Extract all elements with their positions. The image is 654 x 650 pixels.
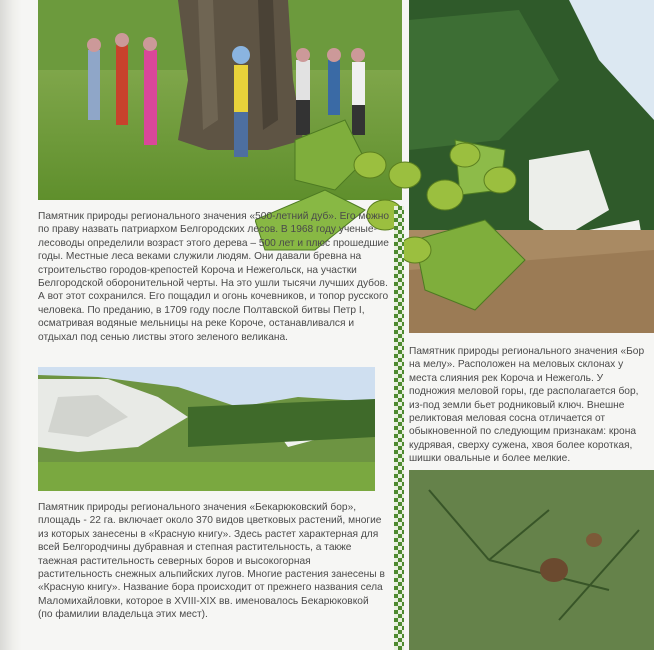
bekaryukovsky-caption-text: Памятник природы регионального значения «Бекарюковский бор», площадь - 22 га. включает около 370 видов цветковых растений, многие из которых занесены в «Красную книгу». Здесь растет характерная для всей Белгородчины дубравная и степная растительность, а также таежная растительность северных боров и высокогорная растительность снежных альпийских лугов. Многие растения занесены в «Красную книгу». Название бора происходит от прежнего названия села Маломихайловки, которое в XVIII-XIX вв. именовалось Бекарюковкой (по фамилии владельца этих мест). (38, 502, 385, 621)
chalk-pine-caption-text: Памятник природы регионального значения «Бор на мелу». Расположен на меловых склонах у места слияния рек Короча и Нежеголь. У подножия меловой горы, где располагается бор, из-под земли бьет родниковый ключ. Внешне реликтовая меловая сосна отличается от обыкновенной по следующим признакам: крона кудрявая, сверху сужена, хвоя более короткая, шишки овальные и более мелкие. (409, 346, 645, 465)
pine-branch-photo (409, 470, 654, 650)
oak-caption-text: Памятник природы регионального значения «500-летний дуб». Его можно по праву назвать патриархом Белгородских лесов. В 1968 году ученые-лесоводы определили возраст этого дерева – 500 лет и плюс прошедшие годы. Местные леса веками служили людям. Они давали бревна на строительство городов-крепостей Короча и Нежегольск, на участки Белгородской оборонительной черты. На это ушли тысячи лучших дубов. А вот этот сохранился. Его пощадил и огонь кочевников, и топор русского человека. По преданию, в 1709 году после Полтавской битвы Петр I, осматривая водяные мельницы на реке Короче, останавливался и отдыхал под сенью листвы этого зеленого великана. (38, 211, 390, 343)
page-spine (0, 0, 22, 650)
bekaryukovsky-caption (38, 501, 386, 622)
chalk-pine-caption (409, 345, 649, 466)
oak-caption (38, 210, 390, 344)
decorative-border (394, 206, 404, 650)
bekaryukovsky-landscape-photo (38, 367, 375, 491)
